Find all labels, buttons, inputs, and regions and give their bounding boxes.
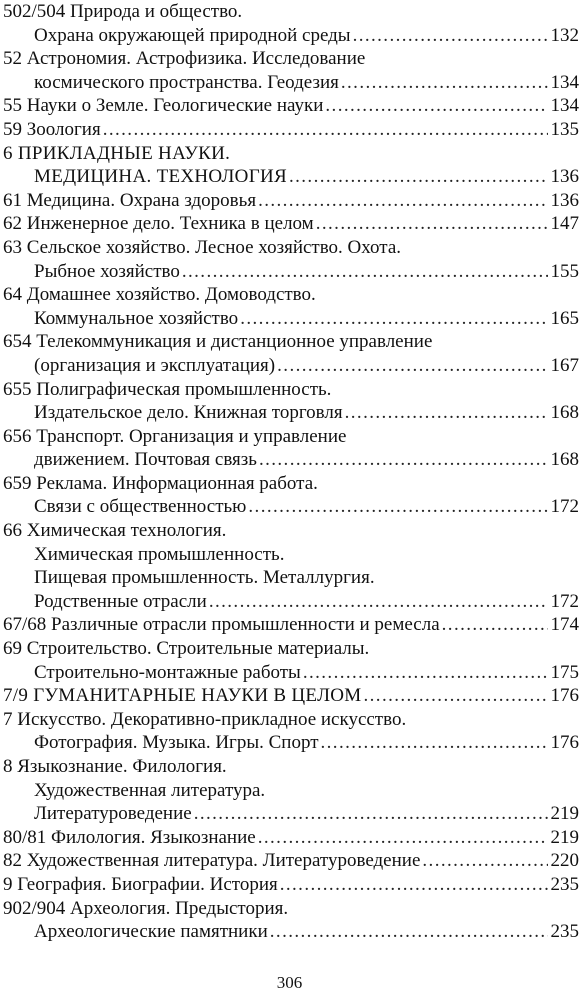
- toc-entry: [3, 236, 579, 260]
- toc-entry-label: 6 ПРИКЛАДНЫЕ НАУКИ.: [3, 142, 231, 164]
- dot-leader: [270, 920, 548, 944]
- toc-entry: [3, 448, 579, 472]
- toc-entry: [3, 802, 579, 826]
- toc-entry: [3, 425, 579, 449]
- toc-entry-page: 165: [550, 307, 579, 329]
- toc-entry-label: МЕДИЦИНА. ТЕХНОЛОГИЯ: [34, 166, 287, 188]
- toc-entry-label: 8 Языкознание. Филология.: [3, 756, 227, 777]
- toc-entry: [3, 755, 579, 779]
- toc-entry-label: Связи с общественностью: [34, 496, 247, 518]
- toc-entry-label: 654 Телекоммуникация и дистанционное управление: [3, 331, 433, 353]
- dot-leader: [303, 661, 548, 685]
- dot-leader: [353, 24, 548, 48]
- toc-entry: [3, 613, 579, 637]
- toc-entry-page: 135: [550, 118, 579, 140]
- toc-entry-label: Художественная литература.: [34, 779, 266, 801]
- toc-entry-label: 52 Астрономия. Астрофизика. Исследование: [3, 48, 366, 70]
- dot-leader: [345, 401, 548, 425]
- toc-entry: [3, 849, 579, 873]
- toc-entry-label: 655 Полиграфическая промышленность.: [3, 378, 332, 400]
- dot-leader: [341, 71, 548, 95]
- toc-entry: [3, 779, 579, 803]
- toc-entry: [3, 684, 579, 708]
- toc-entry-page: 136: [550, 189, 579, 211]
- toc-entry: [3, 401, 579, 425]
- toc-entry-label: (организация и эксплуатация): [34, 354, 276, 376]
- toc-entry: [3, 519, 579, 543]
- toc-entry-page: 134: [550, 71, 579, 93]
- toc-entry-label: 69 Строительство. Строительные материалы.: [3, 638, 370, 660]
- dot-leader: [277, 354, 547, 378]
- toc-entry-page: 136: [550, 166, 579, 188]
- toc-entry-page: 235: [550, 921, 579, 943]
- toc-entry: [3, 189, 579, 213]
- dot-leader: [422, 849, 547, 873]
- dot-leader: [364, 684, 548, 708]
- toc-entry-label: Издательское дело. Книжная торговля: [34, 402, 343, 424]
- toc-entry: [3, 47, 579, 71]
- toc-entry-page: 168: [550, 449, 579, 471]
- toc-entry: [3, 731, 579, 755]
- toc-entry-label: космического пространства. Геодезия: [34, 71, 339, 93]
- dot-leader: [240, 307, 547, 331]
- toc-entry: [3, 118, 579, 142]
- toc-entry-label: Рыбное хозяйство: [34, 260, 180, 282]
- dot-leader: [258, 826, 548, 850]
- toc-entry: [3, 71, 579, 95]
- toc-entry: [3, 566, 579, 590]
- toc-entry-label: Коммунальное хозяйство: [34, 307, 239, 329]
- toc-entry-label: 82 Художественная литература. Литературоведение: [3, 850, 421, 872]
- toc-entry-page: 235: [550, 873, 579, 895]
- toc-entry-page: 172: [550, 496, 579, 518]
- toc-entry-page: 176: [550, 685, 579, 707]
- toc-entry: [3, 873, 579, 897]
- toc-entry-page: 175: [550, 661, 579, 683]
- toc-entry: [3, 661, 579, 685]
- dot-leader: [182, 260, 548, 284]
- dot-leader: [442, 613, 548, 637]
- toc-entry-label: 659 Реклама. Информационная работа.: [3, 472, 318, 494]
- dot-leader: [258, 189, 547, 213]
- toc-entry-label: 63 Сельское хозяйство. Лесное хозяйство. Охота.: [3, 236, 402, 258]
- toc-entry-label: 61 Медицина. Охрана здоровья: [3, 189, 257, 211]
- toc-entry: [3, 0, 579, 24]
- toc-entry: [3, 495, 579, 519]
- toc-entry-page: 168: [550, 402, 579, 424]
- toc-entry: [3, 165, 579, 189]
- toc-entry: [3, 307, 579, 331]
- toc-entry-label: 656 Транспорт. Организация и управление: [3, 425, 347, 447]
- dot-leader: [209, 590, 548, 614]
- toc-entry-label: Охрана окружающей природной среды: [34, 24, 351, 46]
- toc-entry-label: движением. Почтовая связь: [34, 449, 257, 471]
- table-of-contents: [3, 0, 579, 944]
- toc-entry-page: 167: [550, 354, 579, 376]
- dot-leader: [280, 873, 548, 897]
- dot-leader: [321, 731, 548, 755]
- toc-entry-label: 9 География. Биографии. История: [3, 873, 278, 895]
- toc-entry-page: 147: [550, 213, 579, 235]
- toc-entry: [3, 330, 579, 354]
- toc-entry-page: 172: [550, 590, 579, 612]
- toc-entry-page: 174: [550, 614, 579, 636]
- toc-entry: [3, 826, 579, 850]
- dot-leader: [289, 165, 548, 189]
- toc-entry: [3, 590, 579, 614]
- toc-entry: [3, 142, 579, 166]
- toc-entry-label: 902/904 Археология. Предыстория.: [3, 897, 289, 919]
- dot-leader: [325, 94, 547, 118]
- toc-entry-label: Химическая промышленность.: [34, 543, 285, 565]
- toc-entry-page: 176: [550, 732, 579, 754]
- toc-entry-label: 67/68 Различные отрасли промышленности и ремесла: [3, 614, 440, 636]
- toc-entry: [3, 212, 579, 236]
- toc-entry-page: 155: [550, 260, 579, 282]
- toc-entry-label: Родственные отрасли: [34, 590, 207, 612]
- toc-entry: [3, 378, 579, 402]
- page-number: 306: [276, 973, 303, 992]
- toc-entry-page: 134: [550, 95, 579, 117]
- toc-entry-label: 59 Зоология: [3, 118, 101, 140]
- toc-entry: [3, 354, 579, 378]
- toc-entry-label: 80/81 Филология. Языкознание: [3, 826, 256, 848]
- dot-leader: [259, 448, 548, 472]
- toc-entry-page: 219: [550, 803, 579, 825]
- toc-entry: [3, 543, 579, 567]
- toc-entry: [3, 94, 579, 118]
- toc-entry-label: Строительно-монтажные работы: [34, 661, 301, 683]
- toc-entry-label: Археологические памятники: [34, 921, 268, 943]
- dot-leader: [316, 212, 548, 236]
- toc-entry-label: 502/504 Природа и общество.: [3, 1, 243, 22]
- toc-entry-label: 7/9 ГУМАНИТАРНЫЕ НАУКИ В ЦЕЛОМ: [3, 685, 362, 707]
- toc-entry: [3, 283, 579, 307]
- toc-entry-page: 132: [550, 24, 579, 46]
- toc-entry-label: 66 Химическая технология.: [3, 520, 227, 542]
- toc-entry: [3, 637, 579, 661]
- toc-entry-page: 220: [550, 850, 579, 872]
- dot-leader: [248, 495, 547, 519]
- toc-entry-label: Пищевая промышленность. Металлургия.: [34, 567, 375, 589]
- toc-entry-page: 219: [550, 826, 579, 848]
- toc-entry: [3, 920, 579, 944]
- toc-entry: [3, 708, 579, 732]
- toc-entry-label: 62 Инженерное дело. Техника в целом: [3, 213, 314, 235]
- dot-leader: [103, 118, 548, 142]
- toc-entry-label: Фотография. Музыка. Игры. Спорт: [34, 732, 319, 754]
- toc-entry-label: 64 Домашнее хозяйство. Домоводство.: [3, 284, 316, 306]
- dot-leader: [194, 802, 548, 826]
- toc-entry-label: 7 Искусство. Декоративно-прикладное искусство.: [3, 708, 407, 730]
- toc-entry: [3, 24, 579, 48]
- toc-entry-label: 55 Науки о Земле. Геологические науки: [3, 95, 324, 117]
- toc-entry: [3, 472, 579, 496]
- toc-entry: [3, 260, 579, 284]
- toc-entry-label: Литературоведение: [34, 803, 192, 825]
- toc-entry: [3, 897, 579, 921]
